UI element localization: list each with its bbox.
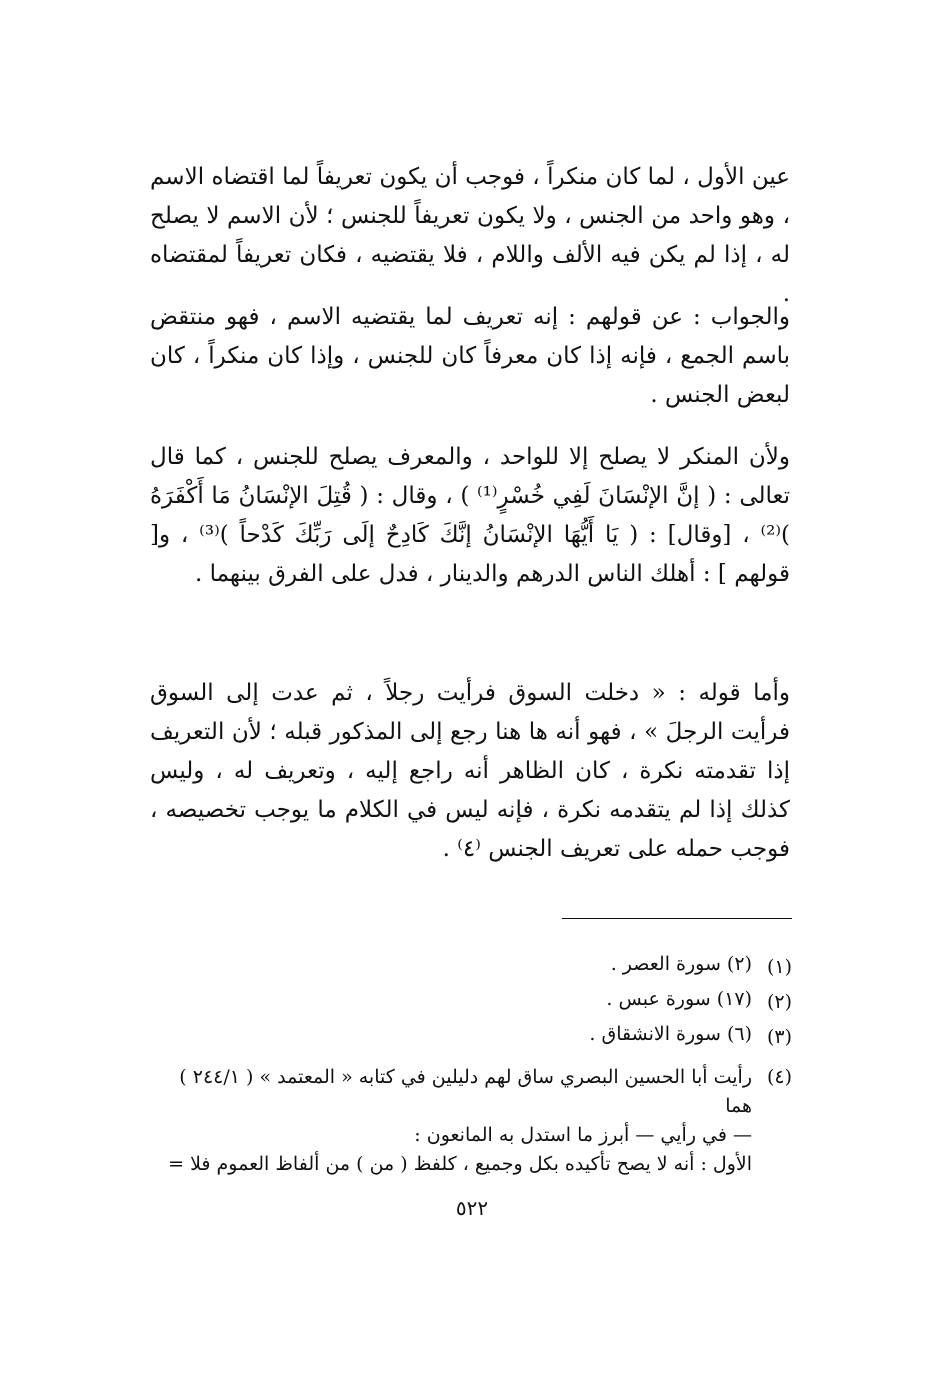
- paragraph-2: والجواب : عن قولهم : إنه تعريف لما يقتضيه الاسم ، فهو منتقض باسم الجمع ، فإنه إذا كان معرفاً كان للجنس ، وإذا كان منكراً ، كان لبعض الجنس .: [150, 304, 790, 408]
- footnote-line: (١٧) سورة عبس .: [606, 988, 752, 1010]
- footnote-number: (٤): [766, 1066, 792, 1088]
- footnote-line: (٦) سورة الانشقاق .: [589, 1023, 752, 1045]
- footnote-number: (٢): [766, 991, 792, 1013]
- footnote-number: (١): [766, 956, 792, 978]
- page-number: ٥٢٢: [455, 1196, 489, 1220]
- footnote-text: [152, 1020, 752, 1055]
- footnote-line: (٢) سورة العصر .: [610, 953, 752, 975]
- footnote-line: — في رأيي — أبرز ما استدل به المانعون :: [414, 1124, 752, 1146]
- paragraph-3: ولأن المنكر لا يصلح إلا للواحد ، والمعرف يصلح للجنس ، كما قال تعالى : ( إنَّ الإنْسَانَ لَفِي خُسْرٍ⁽¹⁾ ) ، وقال : ( قُتِلَ الإنْسَانُ مَا أَكْفَرَهُ )⁽²⁾ ، [وقال] : ( يَا أَيُّهَا الإنْسَانُ إنَّكَ كَادِحٌ إلَى رَبِّكَ كَدْحاً )⁽³⁾ ، و[ قولهم ] : أهلك الناس الدرهم والدينار ، فدل على الفرق بينهما .: [150, 444, 791, 587]
- footnote-text: [152, 1063, 752, 1179]
- footnote-1: [152, 950, 792, 985]
- footnote-line: الأول : أنه لا يصح تأكيده بكل وجميع ، كلفظ ( من ) من ألفاظ العموم فلا =: [168, 1153, 752, 1175]
- paragraph-4: وأما قوله : « دخلت السوق فرأيت رجلاً ، ثم عدت إلى السوق فرأيت الرجلَ » ، فهو أنه ها هنا رجع إلى المذكور قبله ؛ لأن التعريف إذا تقدمته نكرة ، كان الظاهر أنه راجع إليه ، وتعريف له ، وليس كذلك إذا لم يتقدمه نكرة ، فإنه ليس في الكلام ما يوجب تخصيصه ، فوجب حمله على تعريف الجنس ⁽٤⁾ .: [150, 680, 790, 862]
- footnote-4: [152, 1063, 792, 1179]
- footnote-number: (٣): [766, 1026, 792, 1048]
- footnote-line: رأيت أبا الحسين البصري ساق لهم دليلين في كتابه « المعتمد » ( ٢٤٤/١ ) هما: [179, 1066, 752, 1117]
- footnote-3: [152, 1020, 792, 1055]
- footnote-2: [152, 985, 792, 1020]
- footnote-text: [152, 985, 752, 1020]
- footnote-text: [152, 950, 752, 985]
- footnote-separator: [562, 918, 792, 919]
- footnotes-list: [152, 950, 792, 1179]
- paragraph-1: عين الأول ، لما كان منكراً ، فوجب أن يكون تعريفاً لما اقتضاه الاسم ، وهو واحد من الجنس ، ولا يكون تعريفاً للجنس ؛ لأن الاسم لا يصلح له ، إذا لم يكن فيه الألف واللام ، فلا يقتضيه ، فكان تعريفاً لمقتضاه .: [150, 164, 790, 307]
